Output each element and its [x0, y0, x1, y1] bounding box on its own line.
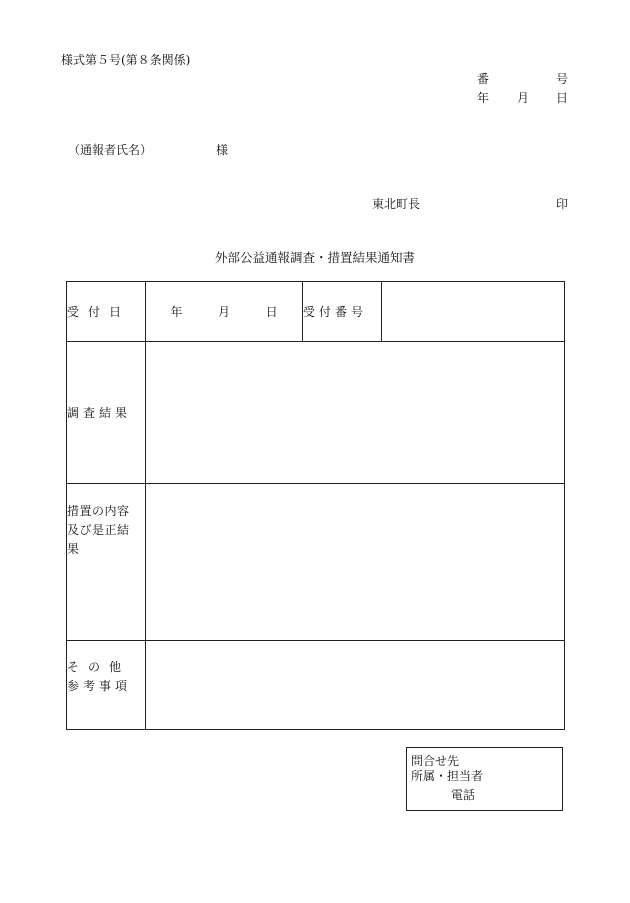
measures-label-line3: 果	[67, 542, 80, 556]
receipt-date-field[interactable]	[146, 282, 303, 342]
receipt-date-month: 月	[217, 305, 230, 319]
seal-mark: 印	[556, 197, 569, 211]
measures-label	[67, 484, 146, 641]
measures-field[interactable]	[146, 484, 565, 641]
contact-phone: 電話	[451, 788, 476, 802]
contact-title: 問合せ先	[411, 754, 460, 768]
receipt-date-label: 受付日	[67, 282, 146, 342]
honorific-sama: 様	[216, 143, 229, 157]
other-label	[67, 641, 146, 730]
issuer-name: 東北町長	[372, 197, 421, 211]
investigation-result-label: 調査結果	[67, 342, 146, 484]
contact-box	[406, 747, 563, 811]
form-number: 様式第５号(第８条関係)	[61, 53, 191, 67]
other-label-line2: 参考事項	[67, 679, 132, 693]
investigation-result-field[interactable]	[146, 342, 565, 484]
whistleblower-name-label: （通報者氏名）	[68, 143, 153, 157]
contact-department: 所属・担当者	[411, 769, 484, 783]
investigation-row	[67, 342, 565, 484]
other-row	[67, 641, 565, 730]
receipt-row	[67, 282, 565, 342]
measures-label-line2: 及び是正結	[67, 523, 130, 537]
receipt-number-label: 受付番号	[303, 282, 382, 342]
document-number-label: 番	[477, 72, 490, 86]
other-label-line1: その他	[67, 660, 131, 674]
receipt-date-day: 日	[265, 305, 278, 319]
issue-day-label: 日	[556, 91, 569, 105]
receipt-date-year: 年	[170, 305, 183, 319]
measures-label-line1: 措置の内容	[67, 504, 130, 518]
receipt-number-field[interactable]	[382, 282, 565, 342]
measures-row	[67, 484, 565, 641]
document-title: 外部公益通報調査・措置結果通知書	[214, 250, 415, 265]
other-field[interactable]	[146, 641, 565, 730]
notification-table	[66, 281, 565, 730]
issue-month-label: 月	[517, 91, 530, 105]
issue-year-label: 年	[477, 91, 490, 105]
document-number-suffix: 号	[556, 72, 569, 86]
